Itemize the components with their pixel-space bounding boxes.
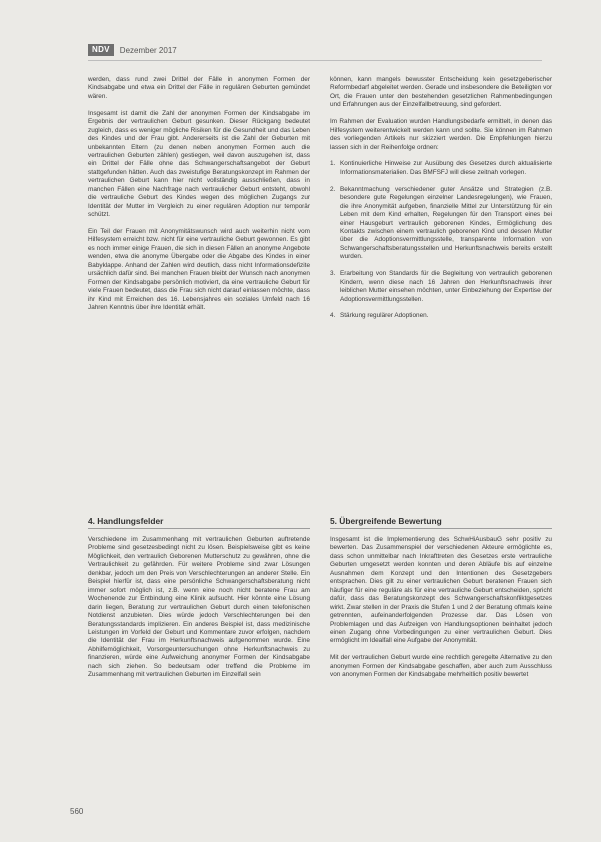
list-text: Erarbeitung von Standards für die Begleitung von vertraulich geborenen Kindern, wenn diese nach 16 Jahren den Herkunftsnachweis ihrer leiblichen Mutter einsehen möchten, unter Einbeziehung der Expertise der Adoptionsvermittlungsstellen.: [340, 270, 552, 303]
paragraph: können, kann mangels bewusster Entscheidung kein gesetzgeberischer Reformbedarf abgeleitet werden. Gerade und insbesondere die Beteiligten vor Ort, die Frauen unter den bestehenden gesetzlichen Rahmenbedingungen und Erfahrungen aus der Einzelfallbetreuung, sind gefordert.: [330, 76, 552, 109]
list-text: Stärkung regulärer Adoptionen.: [340, 312, 429, 320]
list-item: [330, 312, 552, 320]
paragraph: Ein Teil der Frauen mit Anonymitätswunsch wird auch weiterhin nicht vom Hilfesystem erreicht bzw. nicht für eine vertrauliche Geburt gewonnen. Es gibt es noch immer einige Frauen, die sich in diesen Fällen an anonyme Angebote wenden, etwa die anonyme Übergabe oder die Abgabe des Kindes in einer Babyklappe. Anhand der Zahlen wird deutlich, dass nicht Informationsdefizite ursächlich dafür sind. Bei manchen Frauen bleibt der Wunsch nach anonymen Formen der Kindsabgabe persönlich motiviert, da eine vertrauliche Geburt für viele Frauen bedeutet, dass die Frau sich nicht darauf einlassen möchte, dass ihr Kind mit Erreichen des 16. Lebensjahres ein soziales Umfeld nach 16 Jahren Kenntnis über ihre Identität erhält.: [88, 228, 310, 312]
paragraph: werden, dass rund zwei Drittel der Fälle in anonymen Formen der Kindsabgabe und etwa ein Drittel der Fälle in regulären Geburten gemündet wären.: [88, 76, 310, 100]
issue-date: Dezember 2017: [119, 45, 177, 55]
section-heading: 4. Handlungsfelder: [88, 516, 164, 526]
journal-badge: NDV: [88, 44, 114, 56]
list-number: 4.: [330, 312, 336, 320]
header-rule: [88, 60, 542, 61]
paragraph: Insgesamt ist die Implementierung des SchwHiAusbauG sehr positiv zu bewerten. Das Zusammenspiel der verschiedenen Akteure ermöglichte es, dass schon unmittelbar nach Inkrafttreten des Gesetzes erste vertrauliche Geburten umgesetzt werden konnten und deren Abläufe bis auf einzelne Ausnahmen dem Konzept und den Intentionen des Gesetzgebers entsprachen. Dies gilt zu einer vertraulichen Geburt beratenen Frauen sich häufiger für eine reguläre als für eine vertrauliche Geburt entscheiden, spricht dafür, dass das Beratungskonzept des Schwangerschaftskonfliktgesetzes wirkt. Zwar stellen in der Praxis die Stufen 1 und 2 der Beratung oftmals keine getrennten, aufeinanderfolgenden Prozesse dar. Das Lösen von Problemlagen und das Aufzeigen von Handlungsoptionen beinhaltet jedoch einen Zugang ohne Vorbedingungen zu einer vertraulichen Geburt. Dies ermöglicht im Idealfall eine Aufgabe der Anonymität.: [330, 536, 552, 645]
paragraph: Insgesamt ist damit die Zahl der anonymen Formen der Kindsabgabe im Ergebnis der vertraulichen Geburt gesunken. Dieser Rückgang bedeutet zugleich, dass es weniger mögliche Risiken für die Gesundheit und das Leben des Kindes und der Frau gibt. Andererseits ist die Zahl der Geburten mit unbekannten Eltern (zu denen neben anonymen Formen auch die vertraulichen Geburten zählen) gestiegen, weil davon auszugehen ist, dass ein Drittel der Fälle ohne das Schwangerschaftsangebot der Geburt stattgefunden hätten. Auch das zweistufige Beratungskonzept im Rahmen der vertraulichen Geburt kann hier nicht vollständig ausschließen, dass in manchen Fällen eine Nachfrage nach vertraulicher Geburt entsteht, obwohl die vertrauliche Geburt des Kindes wegen des möglichen Zugangs zur Identität der Mutter im Vergleich zu einer regulären Adoption nur temporär schützt.: [88, 109, 310, 219]
list-number: 3.: [330, 270, 336, 278]
paragraph: Mit der vertraulichen Geburt wurde eine rechtlich geregelte Alternative zu den anonymen Formen der Kindsabgabe geschaffen, aber auch zum Ausschluss von anonymen Formen der Kindsabgabe mehrheitlich positiv bewertet: [330, 654, 552, 679]
list-number: 2.: [330, 185, 336, 193]
list-text: Bekanntmachung verschiedener guter Ansätze und Strategien (z.B. besondere gute Regelungen einzelner Landesregelungen), wie Frauen, die ihre Anonymität aufgeben, finanzielle Mittel zur Unterstützung für ein Leben mit dem Kind erhalten, Regelungen für den Transport eines bei einer Hausgeburt vertraulich geborenen Kindes, Ermöglichung des Kontakts zwischen einem vertraulich geborenen Kind und dessen Mutter über die Adoptionsvermittlungsstelle, transparente Information von Schwangerschaftsberatungsstellen und Herkunftsnachweis bereits erstellt wurden.: [340, 185, 552, 261]
section-rule: [88, 528, 310, 529]
list-item: [330, 160, 552, 177]
section5-body: [330, 536, 552, 688]
list-item: [330, 270, 552, 304]
left-column: [88, 76, 310, 321]
section4-body: [88, 536, 310, 688]
running-header: [88, 44, 177, 56]
list-item: [330, 186, 552, 262]
list-number: 1.: [330, 160, 336, 168]
section-rule: [330, 528, 552, 529]
recommendation-list: [330, 160, 552, 320]
paragraph: Im Rahmen der Evaluation wurden Handlungsbedarfe ermittelt, in denen das Hilfesystem weiterentwickelt werden kann und sollte. Sie können im Rahmen des vorliegenden Artikels nur skizziert werden. Die Empfehlungen hierzu lassen sich in der Reihenfolge ordnen:: [330, 118, 552, 151]
section-heading: 5. Übergreifende Bewertung: [330, 516, 442, 526]
list-text: Kontinuierliche Hinweise zur Ausübung des Gesetzes durch aktualisierte Informationsmaterialien. Das BMFSFJ will diese zeitnah vorlegen.: [340, 160, 552, 176]
page-number: 560: [70, 807, 84, 816]
right-column: [330, 76, 552, 329]
paragraph: Verschiedene im Zusammenhang mit vertraulichen Geburten auftretende Probleme sind gesetzesbedingt nicht zu lösen. Beispielsweise gibt es keine Möglichkeit, den vertraulich Geborenen Mutterschutz zu gewähren, ohne die Vertraulichkeit zu gefährden. Für weitere Probleme sind zwar Lösungen denkbar, jedoch um den Preis von Verschlechterungen an anderer Stelle. Ein Beispiel hierfür ist, dass eine persönliche Schwangerschaftsberatung nicht immer sofort möglich ist, z.B. wenn eine noch nicht beratene Frau am Wochenende zur Entbindung eine Klinik aufsucht. Hier könnte eine Lösung darin liegen, Beratung zur vertraulichen Geburt durch einen telefonischen Notdienst anzubieten. Dies würde jedoch Verschlechterungen bei den Beratungsstandards implizieren. Ein anderes Beispiel ist, dass medizinische Leistungen im Vorfeld der Geburt und Kommentare zuvor erfolgen, nachdem die Identität der Frau im Herkunftsnachweis aufgenommen wurde. Eine Abhilfemöglichkeit, Vorsorgeuntersuchungen ohne Herkunftsnachweis zu finanzieren, würde eine Aufweichung anonymer Formen der Kindsabgabe nach sich ziehen. So bedeutsam oder treffend die Probleme im Zusammenhang mit vertraulichen Geburten im Einzelfall sein: [88, 536, 310, 679]
